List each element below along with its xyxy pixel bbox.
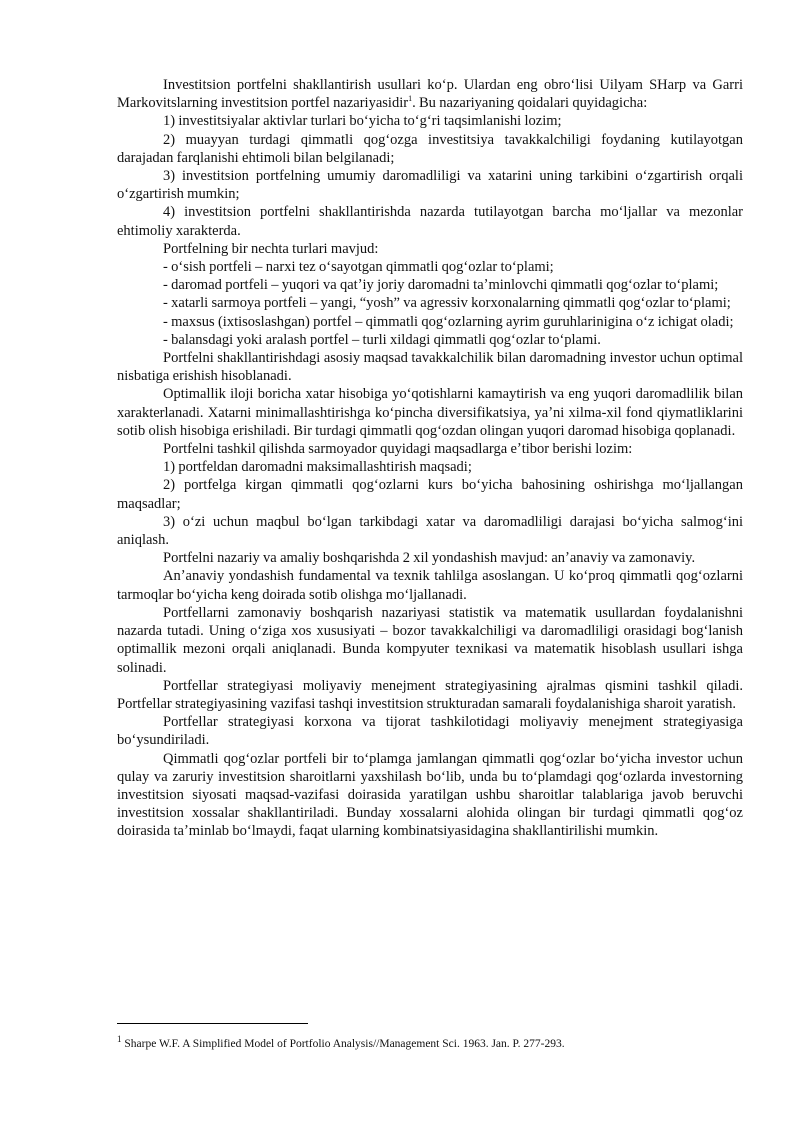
footnote-mark: 1 — [117, 1034, 122, 1045]
portfolio-types-heading: Portfelning bir nechta turlari mavjud: — [163, 240, 379, 257]
intro-text: Investitsion portfelni shakllantirish usullari koʻp. Ulardan eng obroʻlisi Uilyam SHarp va Garri Markovitslarning investitsion portfel nazariyasidir — [117, 77, 743, 112]
rule-item-4: 4) investitsion portfelni shakllantirishda nazarda tutilayotgan barcha moʻljallar va mezonlar ehtimoliy xarakterda. — [117, 204, 743, 239]
paragraph-investor-goals: Portfelni tashkil qilishda sarmoyador quyidagi maqsadlarga eʼtibor berishi lozim: — [163, 441, 633, 458]
paragraph-main-goal: Portfelni shakllantirishdagi asosiy maqsad tavakkalchilik bilan daromadning investor uchun optimal nisbatiga erishish hisoblanadi. — [117, 350, 743, 385]
goal-item-2: 2) portfelga kirgan qimmatli qogʻozlarni kurs boʻyicha bahosining oshirishga moʻljallangan maqsadlar; — [117, 477, 743, 512]
portfolio-type-venture: - xatarli sarmoya portfeli – yangi, “yosh” va agressiv korxonalarning qimmatli qogʻozlar toʻplami; — [163, 295, 731, 312]
paragraph-modern: Portfellarni zamonaviy boshqarish nazariyasi statistik va matematik usullardan foydalanishni nazarda tutadi. Uning oʻziga xos xususiyati – bozor tavakkalchiligi va daromadliligi orasidagi bogʻlanish optimallik mezoni orqali aniqlanadi. Bunda kompyuter texnikasi va matematik hisoblash usullari ishga solinadi. — [117, 604, 743, 676]
paragraph-securities-portfolio: Qimmatli qogʻozlar portfeli bir toʻplamga jamlangan qimmatli qogʻozlar boʻyicha investor uchun qulay va zaruriy investitsion sharoitlarni yaxshilash boʻlib, unda bu toʻplamdagi qogʻozlarda investorning investitsion siyosati maqsad-vazifasi doirasida yaratilgan ushbu sharoitlar talablariga javob beruvchi investitsion xossalar shakllantiriladi. Bunday xossalarni alohida olingan bir turdagi qimmatli qogʻoz doirasida taʼminlab boʻlmaydi, faqat ularning kombinatsiyasidagina shakllantirilishi mumkin. — [117, 750, 743, 840]
portfolio-type-growth: - oʻsish portfeli – narxi tez oʻsayotgan qimmatli qogʻozlar toʻplami; — [163, 259, 554, 276]
paragraph-strategy: Portfellar strategiyasi moliyaviy menejment strategiyasining ajralmas qismini tashkil qiladi. Portfellar strategiyasining vazifasi tashqi investitsion strukturadan samarali foydalanishiga sharoit yaratish. — [117, 677, 743, 712]
paragraph-approaches: Portfelni nazariy va amaliy boshqarishda 2 xil yondashish mavjud: anʼanaviy va zamonaviy. — [163, 550, 696, 567]
footnote-text: Sharpe W.F. A Simplified Model of Portfolio Analysis//Management Sci. 1963. Jan. P. 277-293. — [124, 1038, 565, 1050]
paragraph-optimality: Optimallik iloji boricha xatar hisobiga yoʻqotishlarni kamaytirish va eng yuqori daromadlilik bilan xarakterlanadi. Xatarni minimallashtirishga koʻpincha diversifikatsiya, yaʼni xilma-xil fond qiymatliklarini sotib olish hisobiga erishiladi. Bir turdagi qimmatli qogʻozdan olingan yuqori daromad hisobiga qoplanadi. — [117, 386, 743, 439]
paragraph-traditional: Anʼanaviy yondashish fundamental va texnik tahlilga asoslangan. U koʻproq qimmatli qogʻozlarni tarmoqlar boʻyicha keng doirada sotib olishga moʻljallanadi. — [117, 568, 743, 603]
intro-tail: . Bu nazariyaning qoidalari quyidagicha: — [412, 95, 648, 112]
footnote-reference[interactable]: 1 — [408, 94, 413, 104]
rule-item-1: 1) investitsiyalar aktivlar turlari boʻyicha toʻgʻri taqsimlanishi lozim; — [163, 113, 562, 130]
footnote-divider — [117, 1023, 308, 1024]
rule-item-2: 2) muayyan turdagi qimmatli qogʻozga investitsiya tavakkalchiligi foydaning kutilayotgan darajadan farqlanishi ehtimoli bilan belgilanadi; — [117, 131, 743, 166]
rule-item-3: 3) investitsion portfelning umumiy daromadliligi va xatarini uning tarkibini oʻzgartirish orqali oʻzgartirish mumkin; — [117, 168, 743, 203]
document-body — [117, 76, 743, 841]
footnote — [117, 1034, 743, 1052]
portfolio-type-special: - maxsus (ixtisoslashgan) portfel – qimmatli qogʻozlarning ayrim guruhlarinigina oʻz ichigat oladi; — [163, 313, 734, 330]
goal-item-3: 3) oʻzi uchun maqbul boʻlgan tarkibdagi xatar va daromadliligi darajasi boʻyicha salmogʻini aniqlash. — [117, 513, 743, 549]
goal-item-1: 1) portfeldan daromadni maksimallashtirish maqsadi; — [163, 459, 472, 476]
paragraph-strategy-subordination: Portfellar strategiyasi korxona va tijorat tashkilotidagi moliyaviy menejment strategiyasiga boʻysundiriladi. — [117, 714, 743, 749]
portfolio-type-income: - daromad portfeli – yuqori va qatʼiy joriy daromadni taʼminlovchi qimmatli qogʻozlar toʻplami; — [163, 277, 719, 294]
portfolio-type-balanced: - balansdagi yoki aralash portfel – turli xildagi qimmatli qogʻozlar toʻplami. — [163, 331, 601, 348]
paragraph-intro — [117, 76, 743, 112]
